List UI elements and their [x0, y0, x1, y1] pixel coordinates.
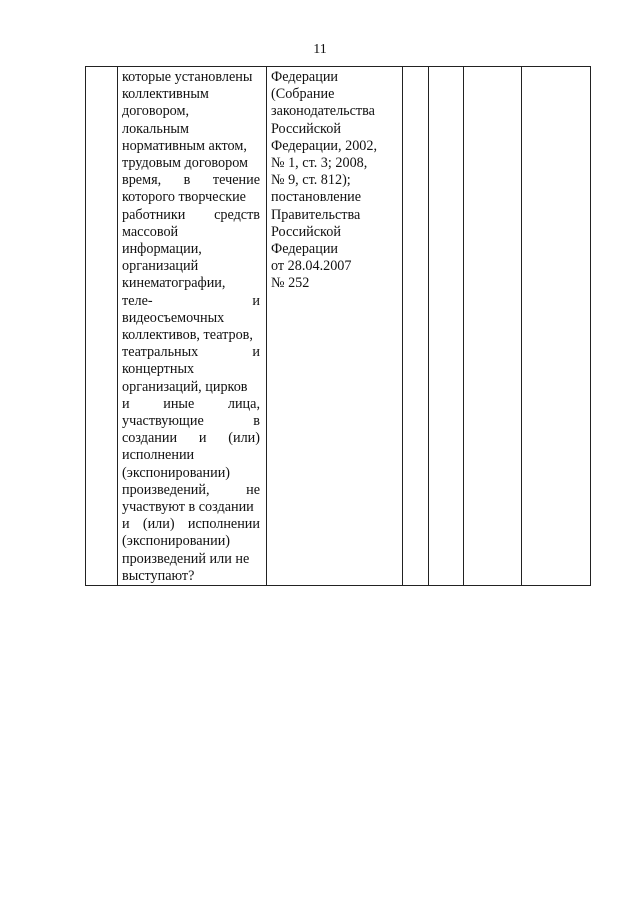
table-row: [86, 67, 591, 586]
question-line: массовой: [122, 223, 179, 240]
question-line: трудовым договором: [122, 155, 249, 172]
question-line: организаций: [122, 258, 199, 275]
reference-line: законодательства: [271, 103, 375, 120]
cell-question: [118, 67, 267, 586]
page-number: 11: [313, 42, 327, 57]
question-line: видеосъемочных: [122, 309, 225, 326]
question-line: коллективов, театров,: [122, 327, 253, 344]
reference-line: № 1, ст. 3; 2008,: [271, 155, 368, 172]
reference-line: Федерации, 2002,: [271, 137, 378, 154]
cell-number: [86, 67, 118, 586]
question-line: исполнении: [122, 447, 195, 464]
question-line: (экспонировании): [122, 464, 231, 481]
question-line: кинематографии,: [122, 275, 226, 292]
question-line: и (или) исполнении: [122, 516, 260, 533]
cell-answer-yes: [403, 67, 429, 586]
question-line: выступают?: [122, 567, 195, 584]
question-line: время, в течение: [122, 172, 260, 189]
question-line: произведений или не: [122, 550, 250, 567]
cell-answer-na: [464, 67, 522, 586]
reference-line: № 9, ст. 812);: [271, 172, 351, 189]
reference-line: Российской: [271, 120, 341, 137]
reference-line: (Собрание: [271, 86, 335, 103]
reference-line: Российской: [271, 223, 341, 240]
question-line: работники средств: [122, 206, 260, 223]
reference-line: постановление: [271, 189, 362, 206]
question-line: коллективным: [122, 86, 209, 103]
question-line: которые установлены: [122, 69, 253, 85]
cell-notes: [522, 67, 591, 586]
question-line: участвующие в: [122, 413, 260, 430]
checklist-table: [85, 66, 591, 586]
question-line: организаций, цирков: [122, 378, 248, 395]
question-line: участвуют в создании: [122, 499, 254, 516]
question-line: и иные лица,: [122, 395, 260, 412]
question-line: концертных: [122, 361, 195, 378]
reference-line: Федерации: [271, 69, 339, 85]
reference-line: Федерации: [271, 241, 339, 258]
cell-reference: [267, 67, 403, 586]
question-line: локальным: [122, 120, 189, 137]
question-line: теле- и: [122, 292, 260, 309]
question-line: (экспонировании): [122, 533, 231, 550]
cell-answer-no: [429, 67, 464, 586]
reference-line: Правительства: [271, 206, 361, 223]
reference-line: от 28.04.2007: [271, 258, 352, 275]
reference-text: [267, 67, 402, 293]
question-line: которого творческие: [122, 189, 246, 206]
question-line: нормативным актом,: [122, 137, 247, 154]
question-line: информации,: [122, 241, 202, 258]
question-line: создании и (или): [122, 430, 260, 447]
question-line: произведений, не: [122, 481, 260, 498]
question-line: театральных и: [122, 344, 260, 361]
question-text: [118, 67, 266, 585]
question-line: договором,: [122, 103, 190, 120]
reference-line: № 252: [271, 275, 310, 292]
